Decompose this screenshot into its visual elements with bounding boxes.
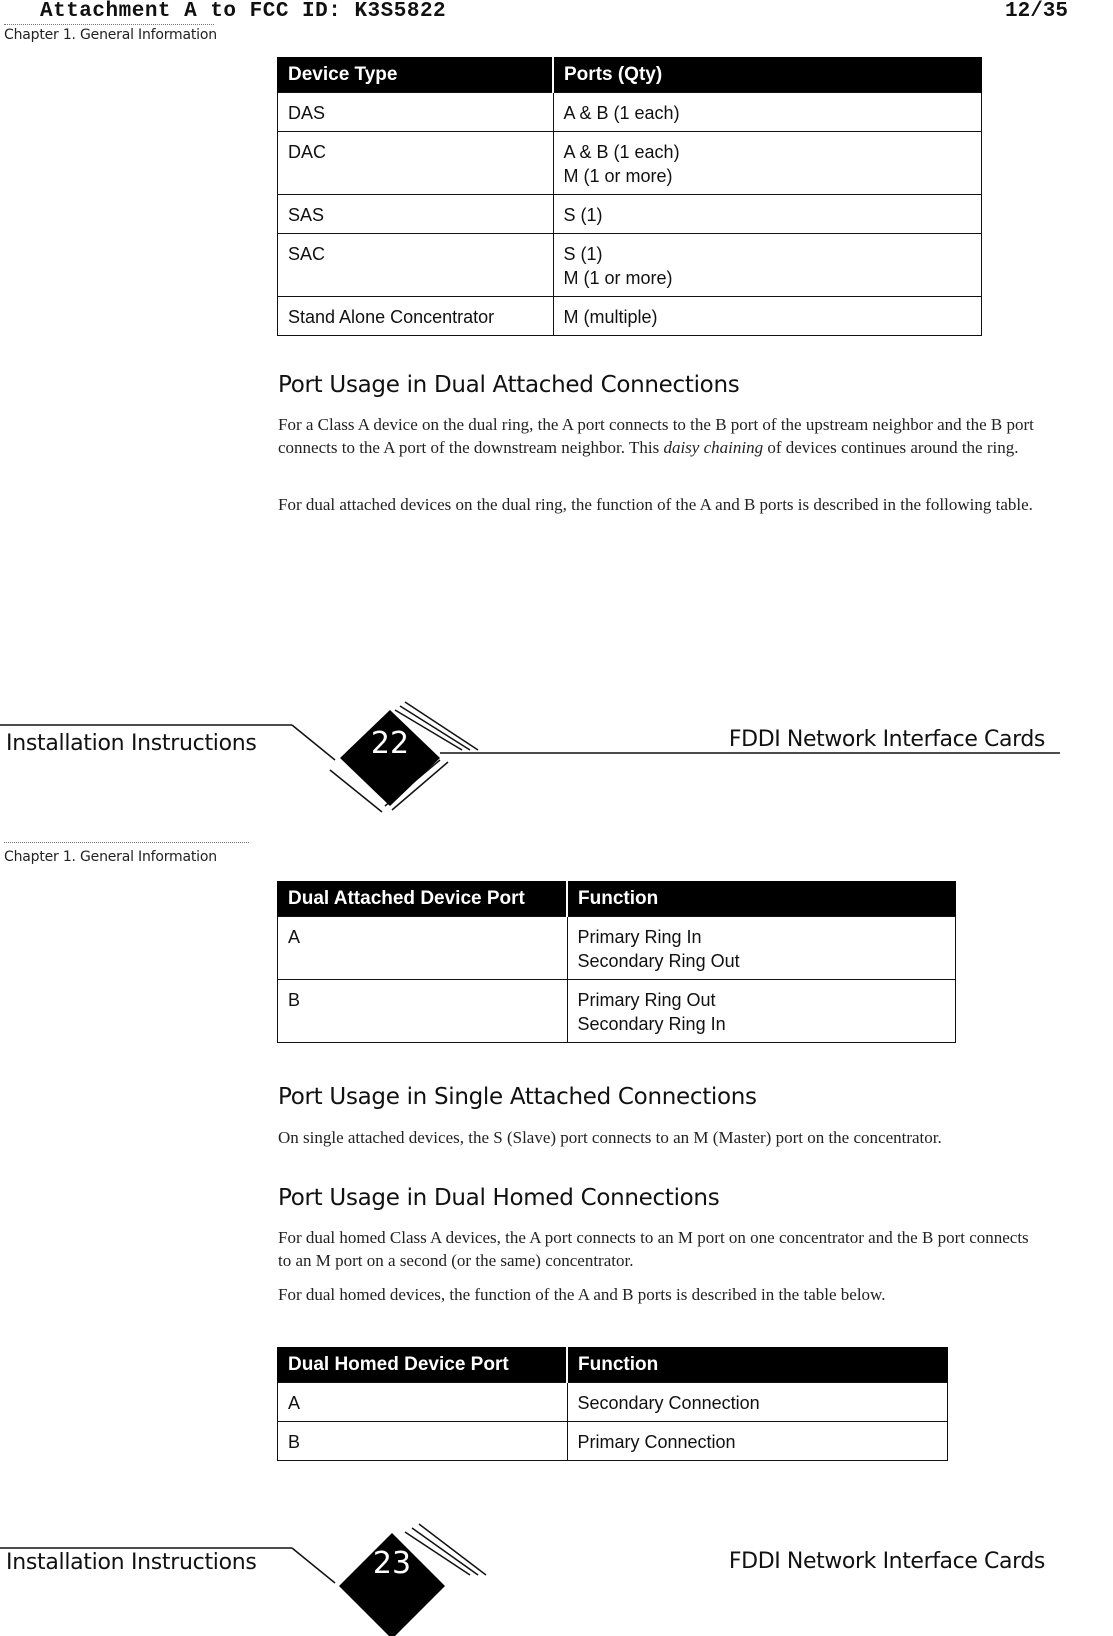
table-header-row (278, 1347, 948, 1383)
column-header: Ports (Qty) (553, 57, 982, 93)
table-cell (553, 234, 982, 297)
page-number: 23 (372, 1546, 412, 1581)
footer-left-text: Installation Instructions (6, 1550, 257, 1575)
footer-right-text: FDDI Network Interface Cards (728, 727, 1045, 752)
table-row (278, 195, 982, 234)
table-cell (553, 195, 982, 234)
text-run: For a Class A device on the dual ring, the A port connects to the B port of the upstream neighbor and the B port connects to the A port of the downstream neighbor. This (278, 415, 1034, 457)
table-row (278, 1383, 948, 1422)
table-header-row (278, 881, 956, 917)
table-row (278, 93, 982, 132)
device-type-table (277, 57, 982, 336)
cell-line: M (1 or more) (563, 268, 673, 288)
cell-line: Secondary Connection (577, 1393, 760, 1413)
cell-line: A & B (1 each) (563, 103, 680, 123)
cell-line: Primary Connection (577, 1432, 736, 1452)
column-header: Function (567, 1347, 948, 1383)
table-cell (567, 1383, 948, 1422)
emphasis-text: daisy chaining (663, 438, 764, 457)
column-header: Device Type (278, 57, 554, 93)
table-cell (567, 980, 956, 1043)
table-cell (553, 93, 982, 132)
cell-line: M (1 or more) (563, 166, 673, 186)
table-row (278, 132, 982, 195)
body-paragraph: On single attached devices, the S (Slave) port connects to an M (Master) port on the concentrator. (278, 1128, 942, 1147)
table-row (278, 1422, 948, 1461)
cell-line: S (1) (563, 244, 603, 264)
section-heading: Port Usage in Single Attached Connections (278, 1084, 757, 1110)
header-divider (4, 842, 249, 843)
table-cell (567, 1422, 948, 1461)
body-paragraph: For dual homed devices, the function of the A and B ports is described in the table below. (278, 1285, 886, 1304)
body-paragraph (278, 413, 1043, 459)
chapter-label: Chapter 1. General Information (4, 27, 217, 43)
column-header: Dual Homed Device Port (278, 1347, 568, 1383)
table-header-row (278, 57, 982, 93)
table-cell: B (278, 1422, 568, 1461)
fcc-attachment-label: Attachment A to FCC ID: K3S5822 (40, 0, 447, 23)
table-row (278, 234, 982, 297)
section-heading: Port Usage in Dual Attached Connections (278, 372, 740, 398)
page-number: 22 (370, 726, 410, 761)
text-run: of devices continues around the ring. (763, 438, 1019, 457)
table-cell: DAC (278, 132, 554, 195)
page-counter: 12/35 (1004, 0, 1068, 23)
table-cell: DAS (278, 93, 554, 132)
cell-line: M (multiple) (563, 307, 658, 327)
dual-homed-port-table (277, 1347, 948, 1461)
header-divider (4, 24, 214, 25)
table-cell (553, 297, 982, 336)
footer-left-text: Installation Instructions (6, 731, 257, 756)
table-cell: A (278, 1383, 568, 1422)
table-cell: B (278, 980, 568, 1043)
section-heading: Port Usage in Dual Homed Connections (278, 1185, 720, 1211)
table-cell: SAC (278, 234, 554, 297)
chapter-label: Chapter 1. General Information (4, 849, 217, 865)
cell-line: Secondary Ring Out (577, 951, 740, 971)
body-paragraph: For dual homed Class A devices, the A port connects to an M port on one concentrator and the B port connects to an M port on a second (or the same) concentrator. (278, 1228, 1029, 1270)
table-row (278, 297, 982, 336)
body-paragraph: For dual attached devices on the dual ring, the function of the A and B ports is described in the following table. (278, 495, 1033, 514)
footer-decoration (0, 700, 1113, 820)
table-cell: Stand Alone Concentrator (278, 297, 554, 336)
cell-line: Primary Ring In (577, 927, 702, 947)
cell-line: Secondary Ring In (577, 1014, 726, 1034)
table-cell: A (278, 917, 568, 980)
footer-decoration (0, 1520, 1113, 1636)
column-header: Function (567, 881, 956, 917)
table-row (278, 980, 956, 1043)
footer-right-text: FDDI Network Interface Cards (728, 1549, 1045, 1574)
dual-attached-port-table (277, 881, 956, 1043)
cell-line: S (1) (563, 205, 603, 225)
cell-line: Primary Ring Out (577, 990, 716, 1010)
column-header: Dual Attached Device Port (278, 881, 568, 917)
table-cell (567, 917, 956, 980)
table-cell (553, 132, 982, 195)
table-cell: SAS (278, 195, 554, 234)
cell-line: A & B (1 each) (563, 142, 680, 162)
table-row (278, 917, 956, 980)
